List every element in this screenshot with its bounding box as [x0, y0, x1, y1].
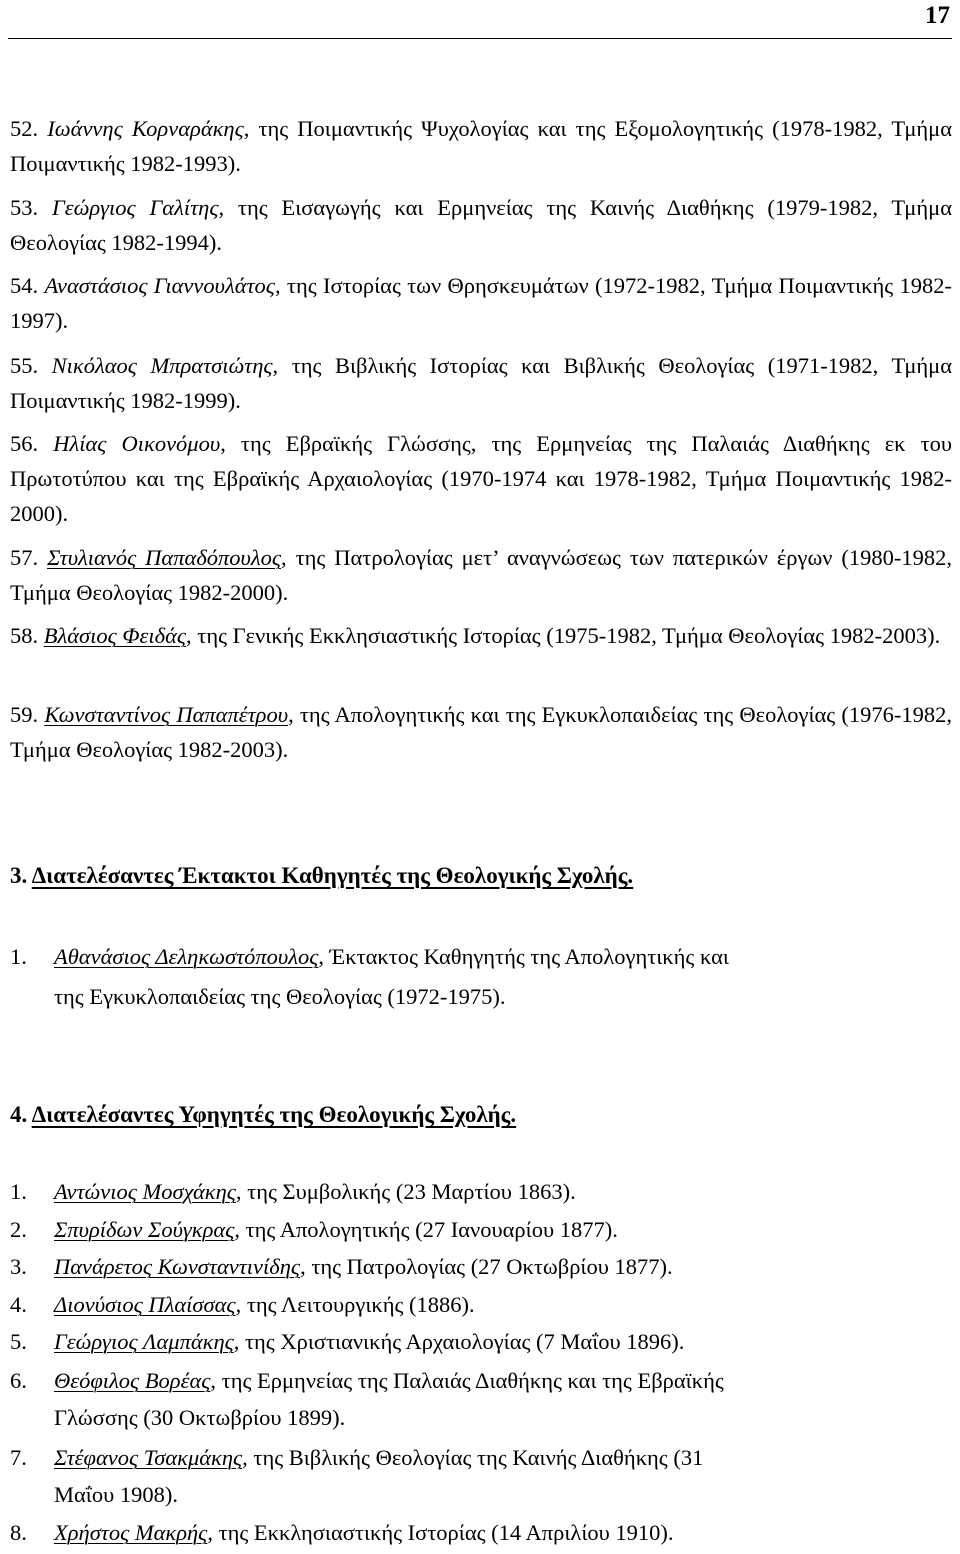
- entry-text: , της Συμβολικής (23 Μαρτίου 1863).: [235, 1179, 576, 1204]
- entry-text: , της Εκκλησιαστικής Ιστορίας (14 Απριλίου 1910).: [207, 1520, 674, 1545]
- person-name: Γεώργιος Γαλίτης: [51, 195, 219, 220]
- entry-56: [10, 426, 952, 531]
- entry-text: , της Γενικής Εκκλησιαστικής Ιστορίας (1975-1982, Τμήμα Θεολογίας 1982-2003).: [186, 623, 941, 648]
- entry-number: 5.: [10, 1329, 27, 1354]
- entry-59: [10, 697, 952, 767]
- entry-number: 56.: [10, 431, 39, 456]
- entry-text: , της Εβραϊκής Γλώσσης, της Ερμηνείας της Παλαιάς Διαθήκης εκ του Πρωτοτύπου και της Εβραϊκής Αρχαιολογίας (1970-1974 και 1978-1982, Τμήμα Ποιμαντικής 1982-2000).: [10, 431, 953, 526]
- entry-number: 3.: [10, 1254, 27, 1279]
- lecturer-entry-1: [10, 1174, 952, 1209]
- entry-57: [10, 540, 952, 610]
- entry-text-continued: Μαΐου 1908).: [54, 1482, 178, 1507]
- entry-text: , της Απολογητικής και της Εγκυκλοπαιδείας της Θεολογίας (1976-1982, Τμήμα Θεολογίας 1982-2003).: [10, 702, 952, 762]
- person-name: Ιωάννης Κορναράκης: [47, 116, 244, 141]
- person-name: Χρήστος Μακρής: [54, 1520, 208, 1545]
- person-name: Βλάσιος Φειδάς: [43, 623, 187, 648]
- entry-text: , της Λειτουργικής (1886).: [235, 1292, 475, 1317]
- person-name: Αθανάσιος Δεληκωστόπουλος: [54, 944, 319, 969]
- entry-55: [10, 348, 952, 418]
- lecturer-entry-3: [10, 1249, 952, 1284]
- section-heading-4: [10, 1097, 516, 1132]
- person-name: Σπυρίδων Σούγκρας: [54, 1217, 235, 1242]
- entry-text: , Έκτακτος Καθηγητής της Απολογητικής και: [318, 944, 729, 969]
- entry-text-continued: Γλώσσης (30 Οκτωβρίου 1899).: [54, 1405, 346, 1430]
- person-name: Θεόφιλος Βορέας: [54, 1368, 211, 1393]
- entry-number: 7.: [10, 1445, 27, 1470]
- entry-text: , της Βιβλικής Θεολογίας της Καινής Διαθήκης (31: [242, 1445, 704, 1470]
- entry-text: , της Ιστορίας των Θρησκευμάτων (1972-1982, Τμήμα Ποιμαντικής 1982-1997).: [10, 273, 952, 333]
- entry-number: 1.: [10, 1179, 27, 1204]
- entry-52: [10, 111, 952, 181]
- entry-54: [10, 268, 952, 338]
- entry-text-continued: της Εγκυκλοπαιδείας της Θεολογίας (1972-1975).: [54, 984, 506, 1009]
- entry-number: 59.: [10, 702, 39, 727]
- page-number: 17: [925, 2, 950, 29]
- entry-58: [10, 618, 952, 653]
- person-name: Ηλίας Οικονόμου: [53, 431, 221, 456]
- entry-text: , της Βιβλικής Ιστορίας και Βιβλικής Θεολογίας (1971-1982, Τμήμα Ποιμαντικής 1982-1999).: [10, 353, 953, 413]
- entry-number: 54.: [10, 273, 39, 298]
- entry-number: 52.: [10, 116, 39, 141]
- section-number: 3.: [10, 863, 28, 888]
- person-name: Νικόλαος Μπρατσιώτης: [51, 353, 273, 378]
- entry-number: 8.: [10, 1520, 27, 1545]
- entry-53: [10, 190, 952, 260]
- entry-number: 53.: [10, 195, 39, 220]
- entry-text: , της Εισαγωγής και Ερμηνείας της Καινής Διαθήκης (1979-1982, Τμήμα Θεολογίας 1982-1994).: [10, 195, 952, 255]
- entry-number: 2.: [10, 1217, 27, 1242]
- entry-number: 57.: [10, 545, 39, 570]
- lecturer-entry-2: [10, 1212, 952, 1247]
- person-name: Γεώργιος Λαμπάκης: [54, 1329, 234, 1354]
- entry-text: , της Πατρολογίας μετ’ αναγνώσεως των πατερικών έργων (1980-1982, Τμήμα Θεολογίας 1982-2000).: [10, 545, 952, 605]
- entry-text: , της Ερμηνείας της Παλαιάς Διαθήκης και της Εβραϊκής: [210, 1368, 724, 1393]
- lecturer-entry-7: [10, 1439, 952, 1513]
- section-title: Διατελέσαντες Έκτακτοι Καθηγητές της Θεολογικής Σχολής.: [31, 863, 634, 888]
- lecturer-entry-4: [10, 1287, 952, 1322]
- entry-number: 1.: [10, 944, 27, 969]
- person-name: Αναστάσιος Γιαννουλάτος: [44, 273, 275, 298]
- person-name: Πανάρετος Κωνσταντινίδης: [54, 1254, 301, 1279]
- person-name: Διονύσιος Πλαίσσας: [54, 1292, 236, 1317]
- section-title: Διατελέσαντες Υφηγητές της Θεολογικής Σχολής.: [31, 1102, 517, 1127]
- entry-number: 55.: [10, 353, 39, 378]
- entry-number: 6.: [10, 1368, 27, 1393]
- extraordinary-professor-entry-1: [10, 937, 952, 1017]
- entry-number: 58.: [10, 623, 39, 648]
- entry-text: , της Χριστιανικής Αρχαιολογίας (7 Μαΐου 1896).: [233, 1329, 685, 1354]
- section-heading-3: [10, 858, 633, 893]
- person-name: Στυλιανός Παπαδόπουλος: [47, 545, 282, 570]
- entry-text: , της Απολογητικής (27 Ιανουαρίου 1877).: [234, 1217, 618, 1242]
- lecturer-entry-5: [10, 1324, 952, 1359]
- person-name: Κωνσταντίνος Παπαπέτρου: [44, 702, 289, 727]
- person-name: Στέφανος Τσακμάκης: [54, 1445, 243, 1470]
- entry-text: , της Ποιμαντικής Ψυχολογίας και της Εξομολογητικής (1978-1982, Τμήμα Ποιμαντικής 1982-1993).: [10, 116, 952, 176]
- section-number: 4.: [10, 1102, 28, 1127]
- lecturer-entry-8: [10, 1515, 952, 1550]
- entry-number: 4.: [10, 1292, 27, 1317]
- entry-text: , της Πατρολογίας (27 Οκτωβρίου 1877).: [300, 1254, 673, 1279]
- lecturer-entry-6: [10, 1362, 952, 1436]
- header-rule: [8, 38, 952, 39]
- person-name: Αντώνιος Μοσχάκης: [54, 1179, 236, 1204]
